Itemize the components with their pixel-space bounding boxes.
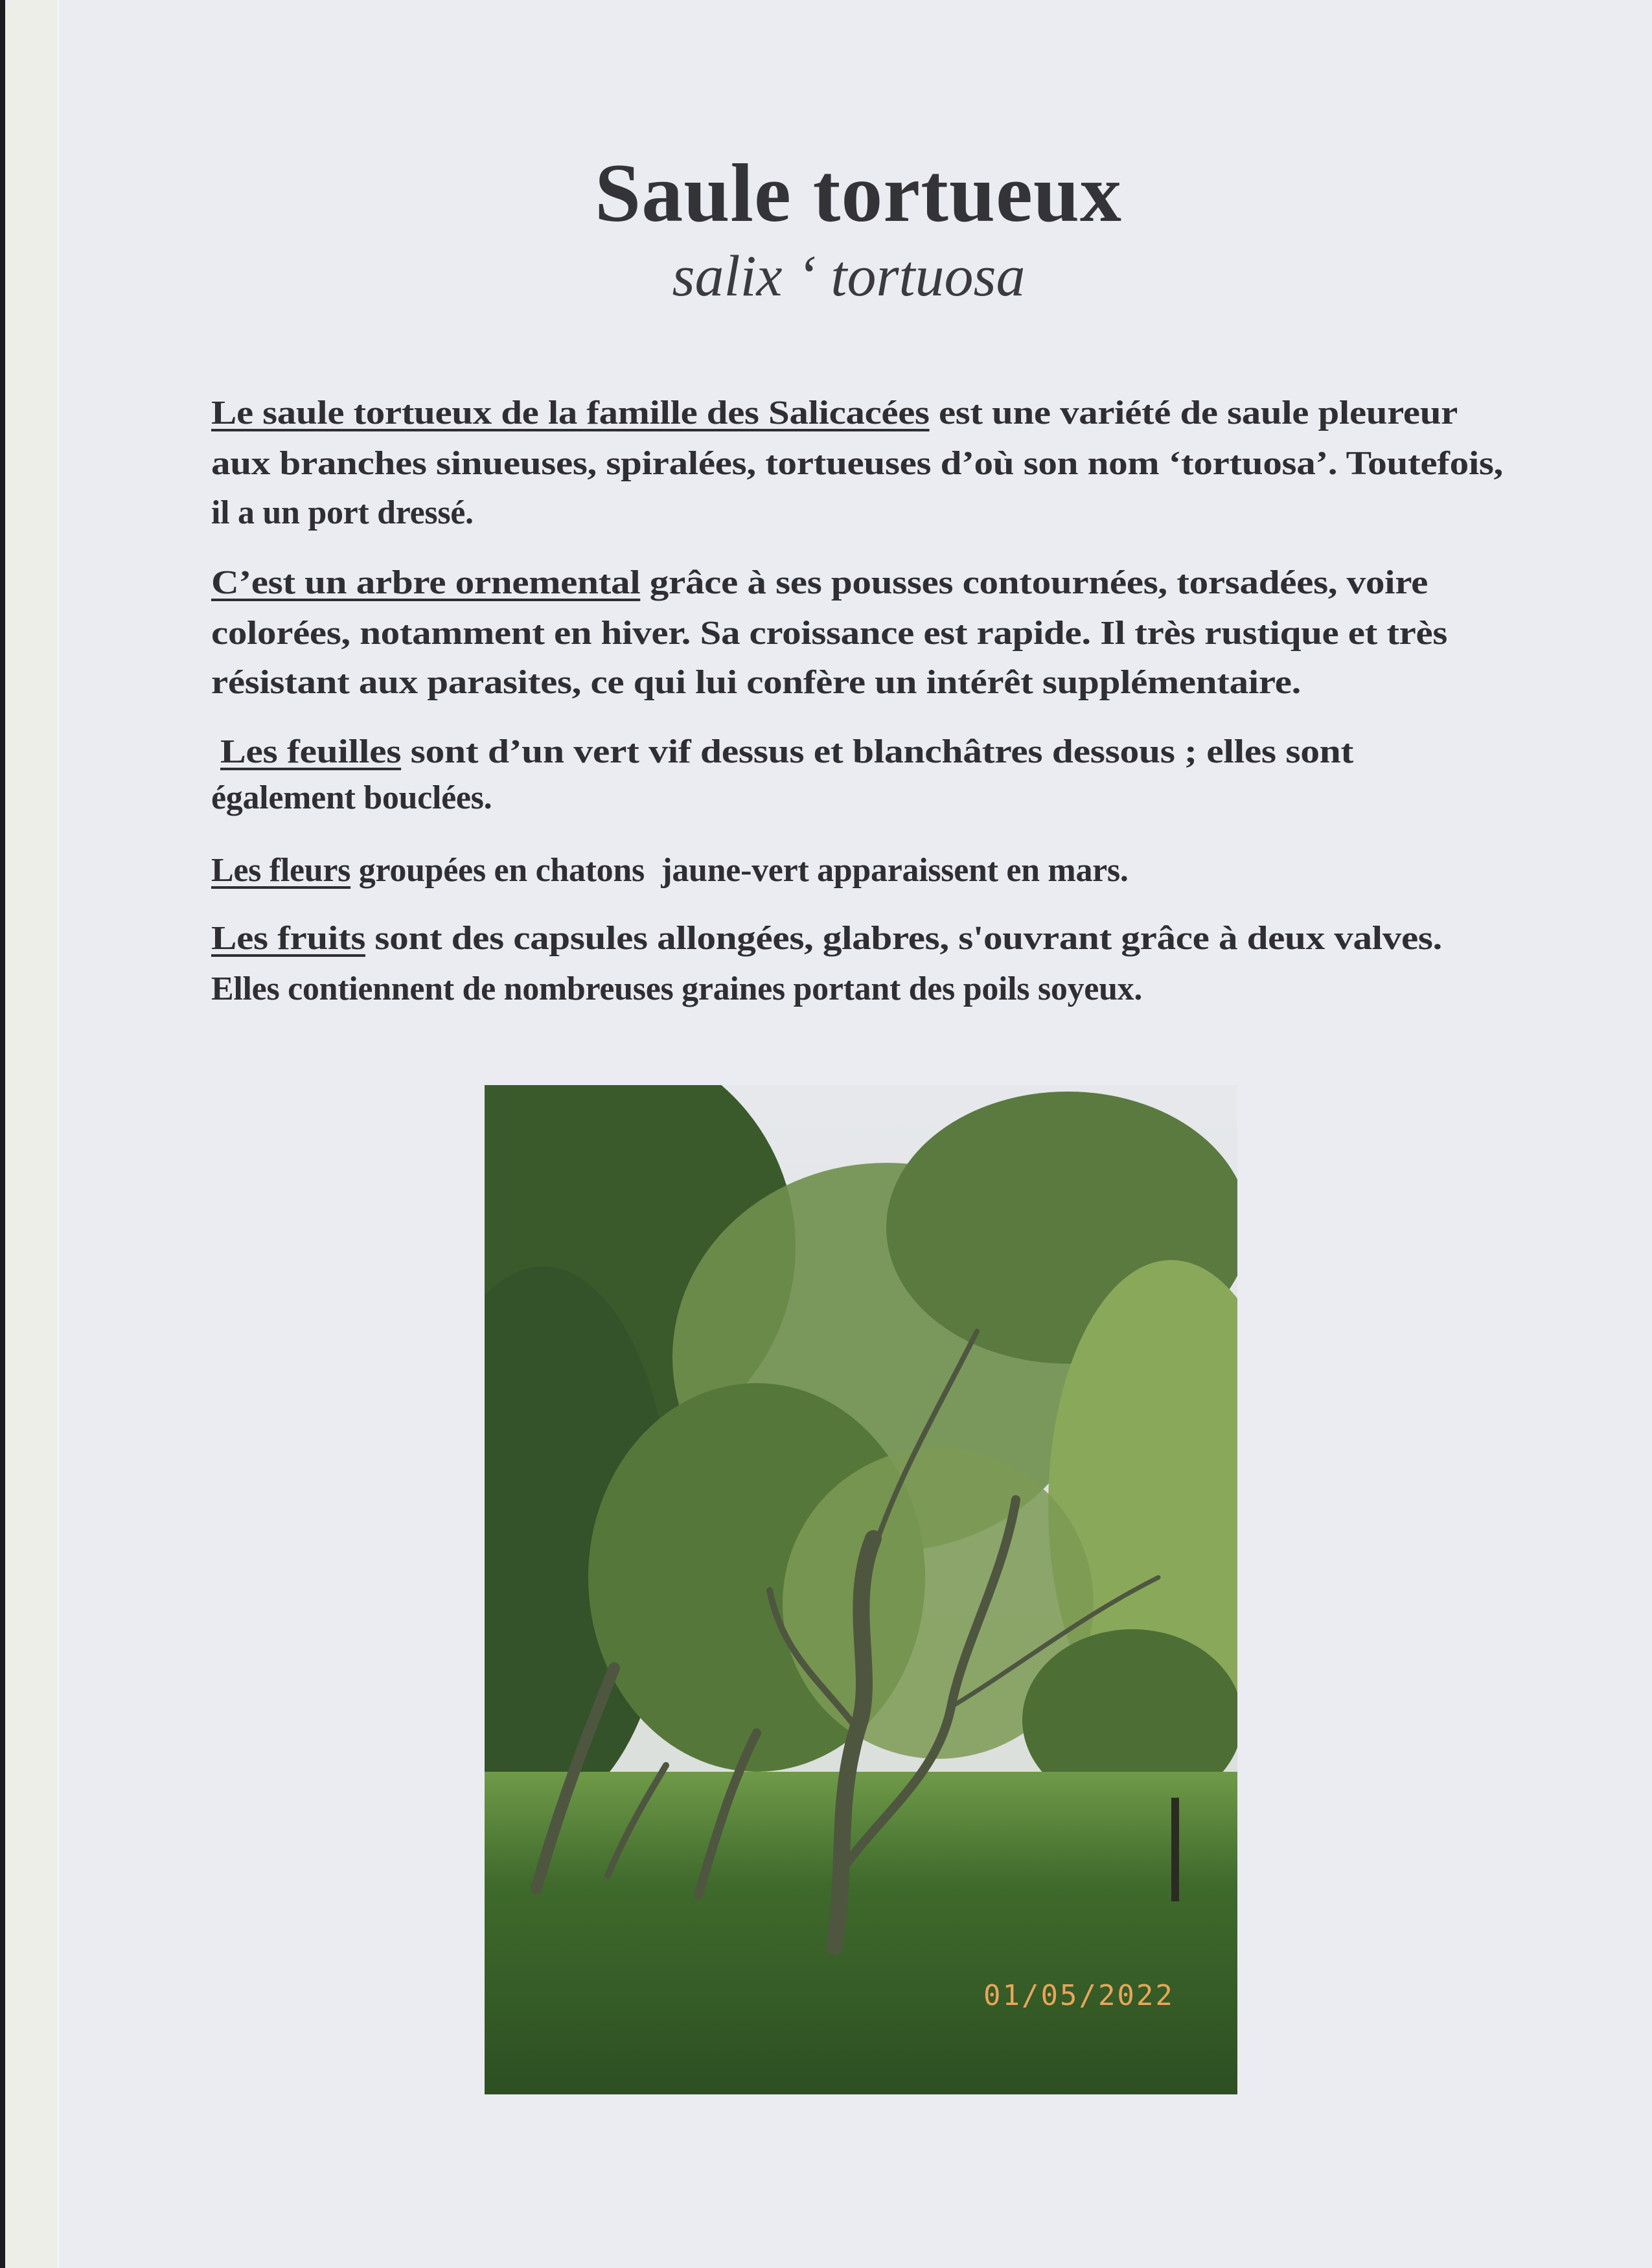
paragraph-1-line (211, 494, 474, 532)
page-edge (58, 0, 59, 2268)
paragraph-1-line (211, 444, 1503, 483)
underlined-term: Les fleurs (211, 852, 351, 889)
paragraph-2-line (211, 663, 1301, 702)
paragraph-2-line (211, 614, 1447, 652)
underlined-term: Le saule tortueux de la famille des Salicacées (211, 395, 930, 431)
paragraph-5-line (211, 919, 1442, 957)
paragraph-text: Elles contiennent de nombreuses graines portant des poils soyeux. (211, 970, 1143, 1007)
scan-margin (5, 0, 58, 2268)
paragraph-text: sont des capsules allongées, glabres, s'ouvrant grâce à deux valves. (365, 920, 1443, 957)
paragraph-1-line (211, 394, 1458, 432)
paragraph-3-line (211, 779, 492, 817)
paragraph-4-line (211, 851, 1129, 889)
scientific-name: salix ‘ tortuosa (672, 244, 1026, 308)
photo-date-stamp: 01/05/2022 (983, 1979, 1175, 2012)
tree-photo-image (485, 1085, 1237, 2094)
tree-photo (485, 1085, 1237, 2094)
paragraph-text: également bouclées. (211, 779, 492, 816)
paragraph-3-line (220, 733, 1353, 771)
paragraph-text: groupées en chatons jaune-vert apparaissent en mars. (350, 852, 1129, 889)
paragraph-text: il a un port dressé. (211, 494, 474, 531)
paragraph-2-line (211, 564, 1428, 602)
scan-edge (0, 0, 5, 2268)
underlined-term: C’est un arbre ornemental (211, 564, 641, 601)
underlined-term: Les fruits (211, 920, 365, 957)
paragraph-text: colorées, notamment en hiver. Sa croissance est rapide. Il très rustique et très (211, 615, 1447, 652)
paragraph-text: résistant aux parasites, ce qui lui confère un intérêt supplémentaire. (211, 664, 1301, 701)
page-title: Saule tortueux (595, 147, 1122, 239)
paragraph-text: sont d’un vert vif dessus et blanchâtres dessous ; elles sont (401, 733, 1353, 770)
paragraph-text: grâce à ses pousses contournées, torsadées, voire (640, 564, 1428, 601)
underlined-term: Les feuilles (220, 733, 402, 770)
paragraph-text: aux branches sinueuses, spiralées, tortueuses d’où son nom ‘tortuosa’. Toutefois, (211, 445, 1503, 482)
paragraph-text: est une variété de saule pleureur (929, 395, 1458, 431)
paragraph-5-line (211, 970, 1142, 1008)
